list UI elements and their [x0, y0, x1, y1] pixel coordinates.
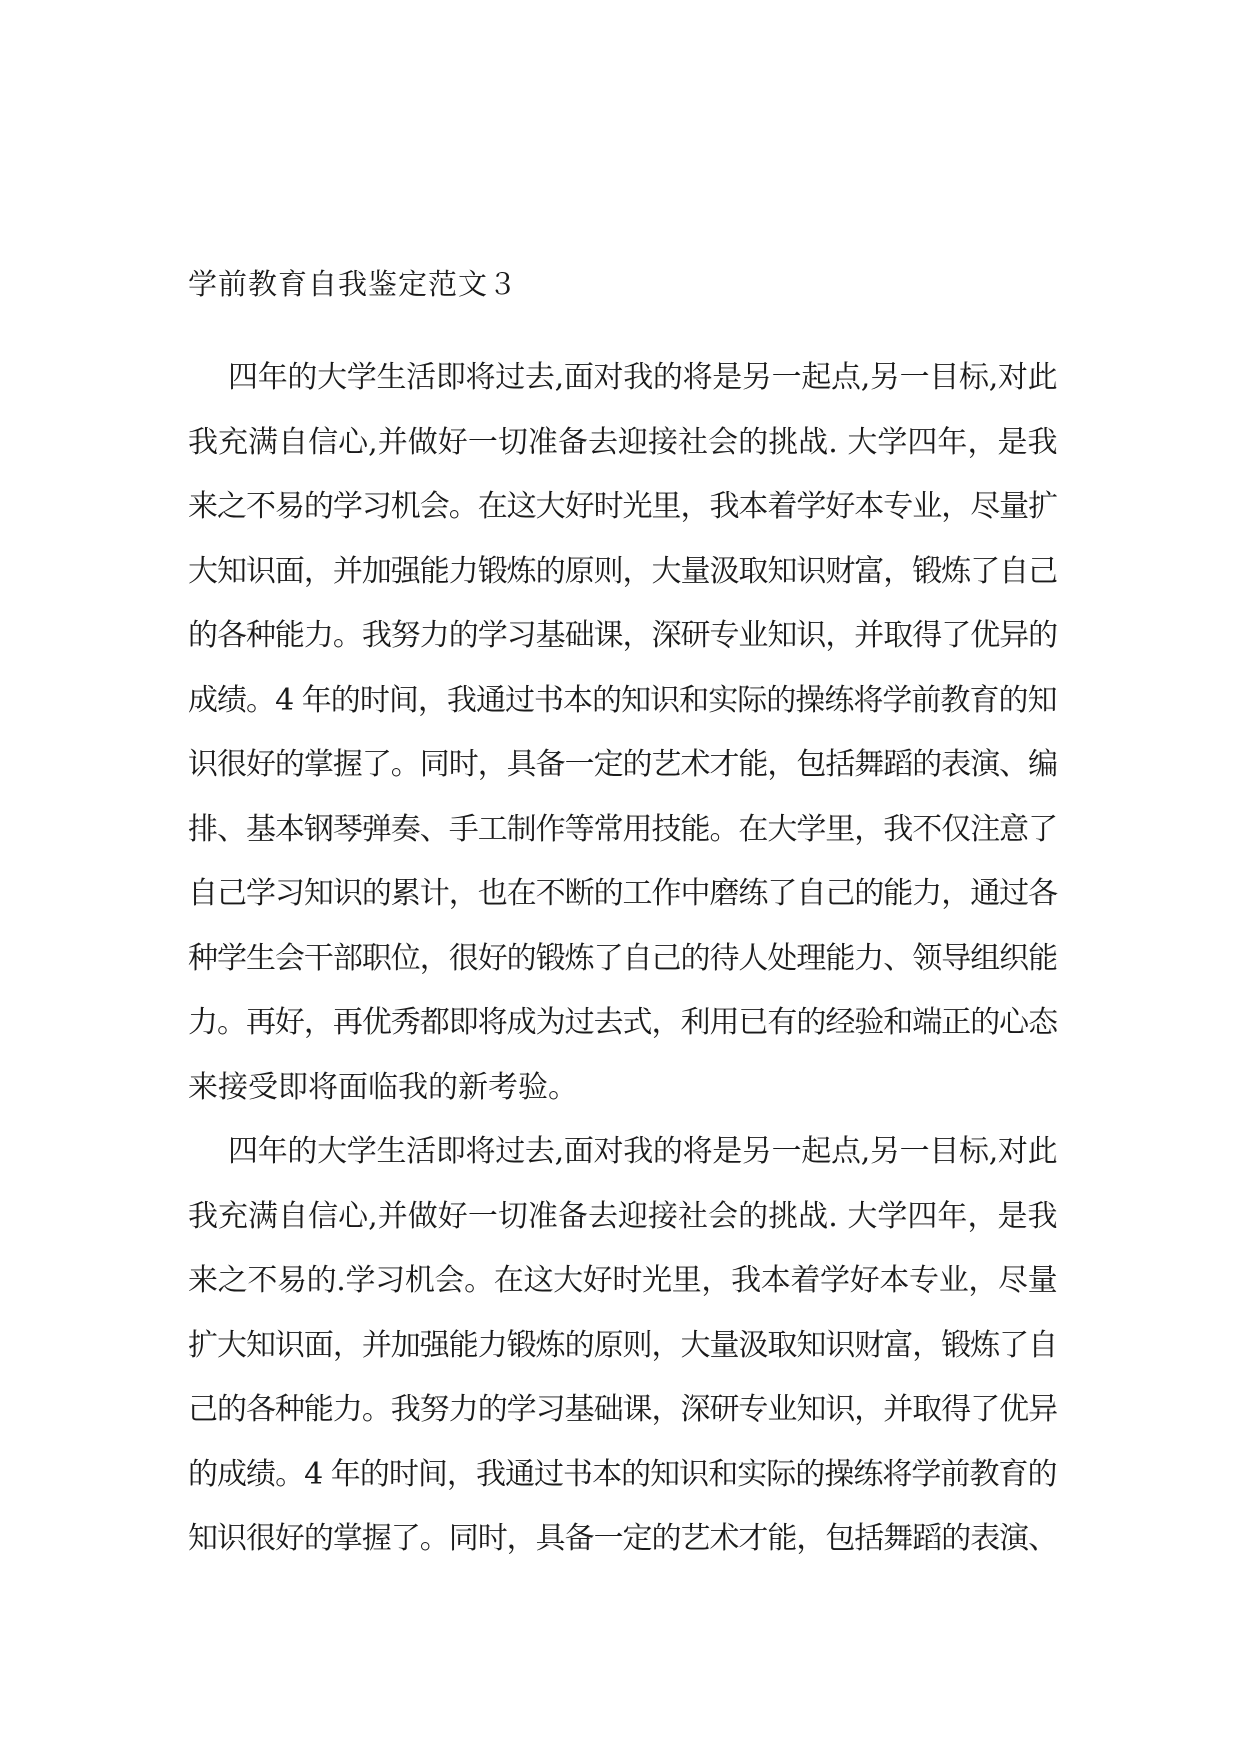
paragraph-line: 我充满自信心,并做好一切准备去迎接社会的挑战. 大学四年，是我 — [188, 1198, 1058, 1234]
paragraph-line: 排、基本钢琴弹奏、手工制作等常用技能。在大学里，我不仅注意了 — [188, 811, 1058, 847]
paragraph-line: 来之不易的.学习机会。在这大好时光里，我本着学好本专业，尽量 — [188, 1263, 1058, 1298]
paragraph-line: 的成绩。4 年的时间，我通过书本的知识和实际的操练将学前教育的 — [188, 1456, 1057, 1492]
paragraph-line: 四年的大学生活即将过去,面对我的将是另一起点,另一目标,对此 — [228, 1134, 1058, 1169]
paragraph-line: 己的各种能力。我努力的学习基础课，深研专业知识，并取得了优异 — [188, 1392, 1058, 1427]
paragraph-line: 力。再好，再优秀都即将成为过去式，利用已有的经验和端正的心态 — [188, 1005, 1058, 1040]
paragraph-line: 成绩。4 年的时间，我通过书本的知识和实际的操练将学前教育的知 — [188, 682, 1057, 718]
paragraph-line: 自己学习知识的累计，也在不断的工作中磨练了自己的能力，通过各 — [188, 876, 1058, 911]
paragraph-line: 四年的大学生活即将过去,面对我的将是另一起点,另一目标,对此 — [228, 360, 1058, 395]
paragraph-line: 识很好的掌握了。同时，具备一定的艺术才能，包括舞蹈的表演、编 — [188, 747, 1058, 782]
paragraph-line: 扩大知识面，并加强能力锻炼的原则，大量汲取知识财富，锻炼了自 — [188, 1327, 1058, 1363]
paragraph-line: 大知识面，并加强能力锻炼的原则，大量汲取知识财富，锻炼了自己 — [188, 553, 1058, 589]
paragraph-line: 来接受即将面临我的新考验。 — [188, 1069, 578, 1105]
paragraph-line: 我充满自信心,并做好一切准备去迎接社会的挑战. 大学四年，是我 — [188, 424, 1058, 460]
document-title: 学前教育自我鉴定范文３ — [188, 267, 519, 301]
paragraph-line: 来之不易的学习机会。在这大好时光里，我本着学好本专业，尽量扩 — [188, 489, 1058, 524]
paragraph-line: 的各种能力。我努力的学习基础课，深研专业知识，并取得了优异的 — [188, 618, 1058, 653]
paragraph-line: 种学生会干部职位，很好的锻炼了自己的待人处理能力、领导组织能 — [188, 940, 1058, 976]
paragraph-line: 知识很好的掌握了。同时，具备一定的艺术才能，包括舞蹈的表演、 — [188, 1521, 1058, 1556]
